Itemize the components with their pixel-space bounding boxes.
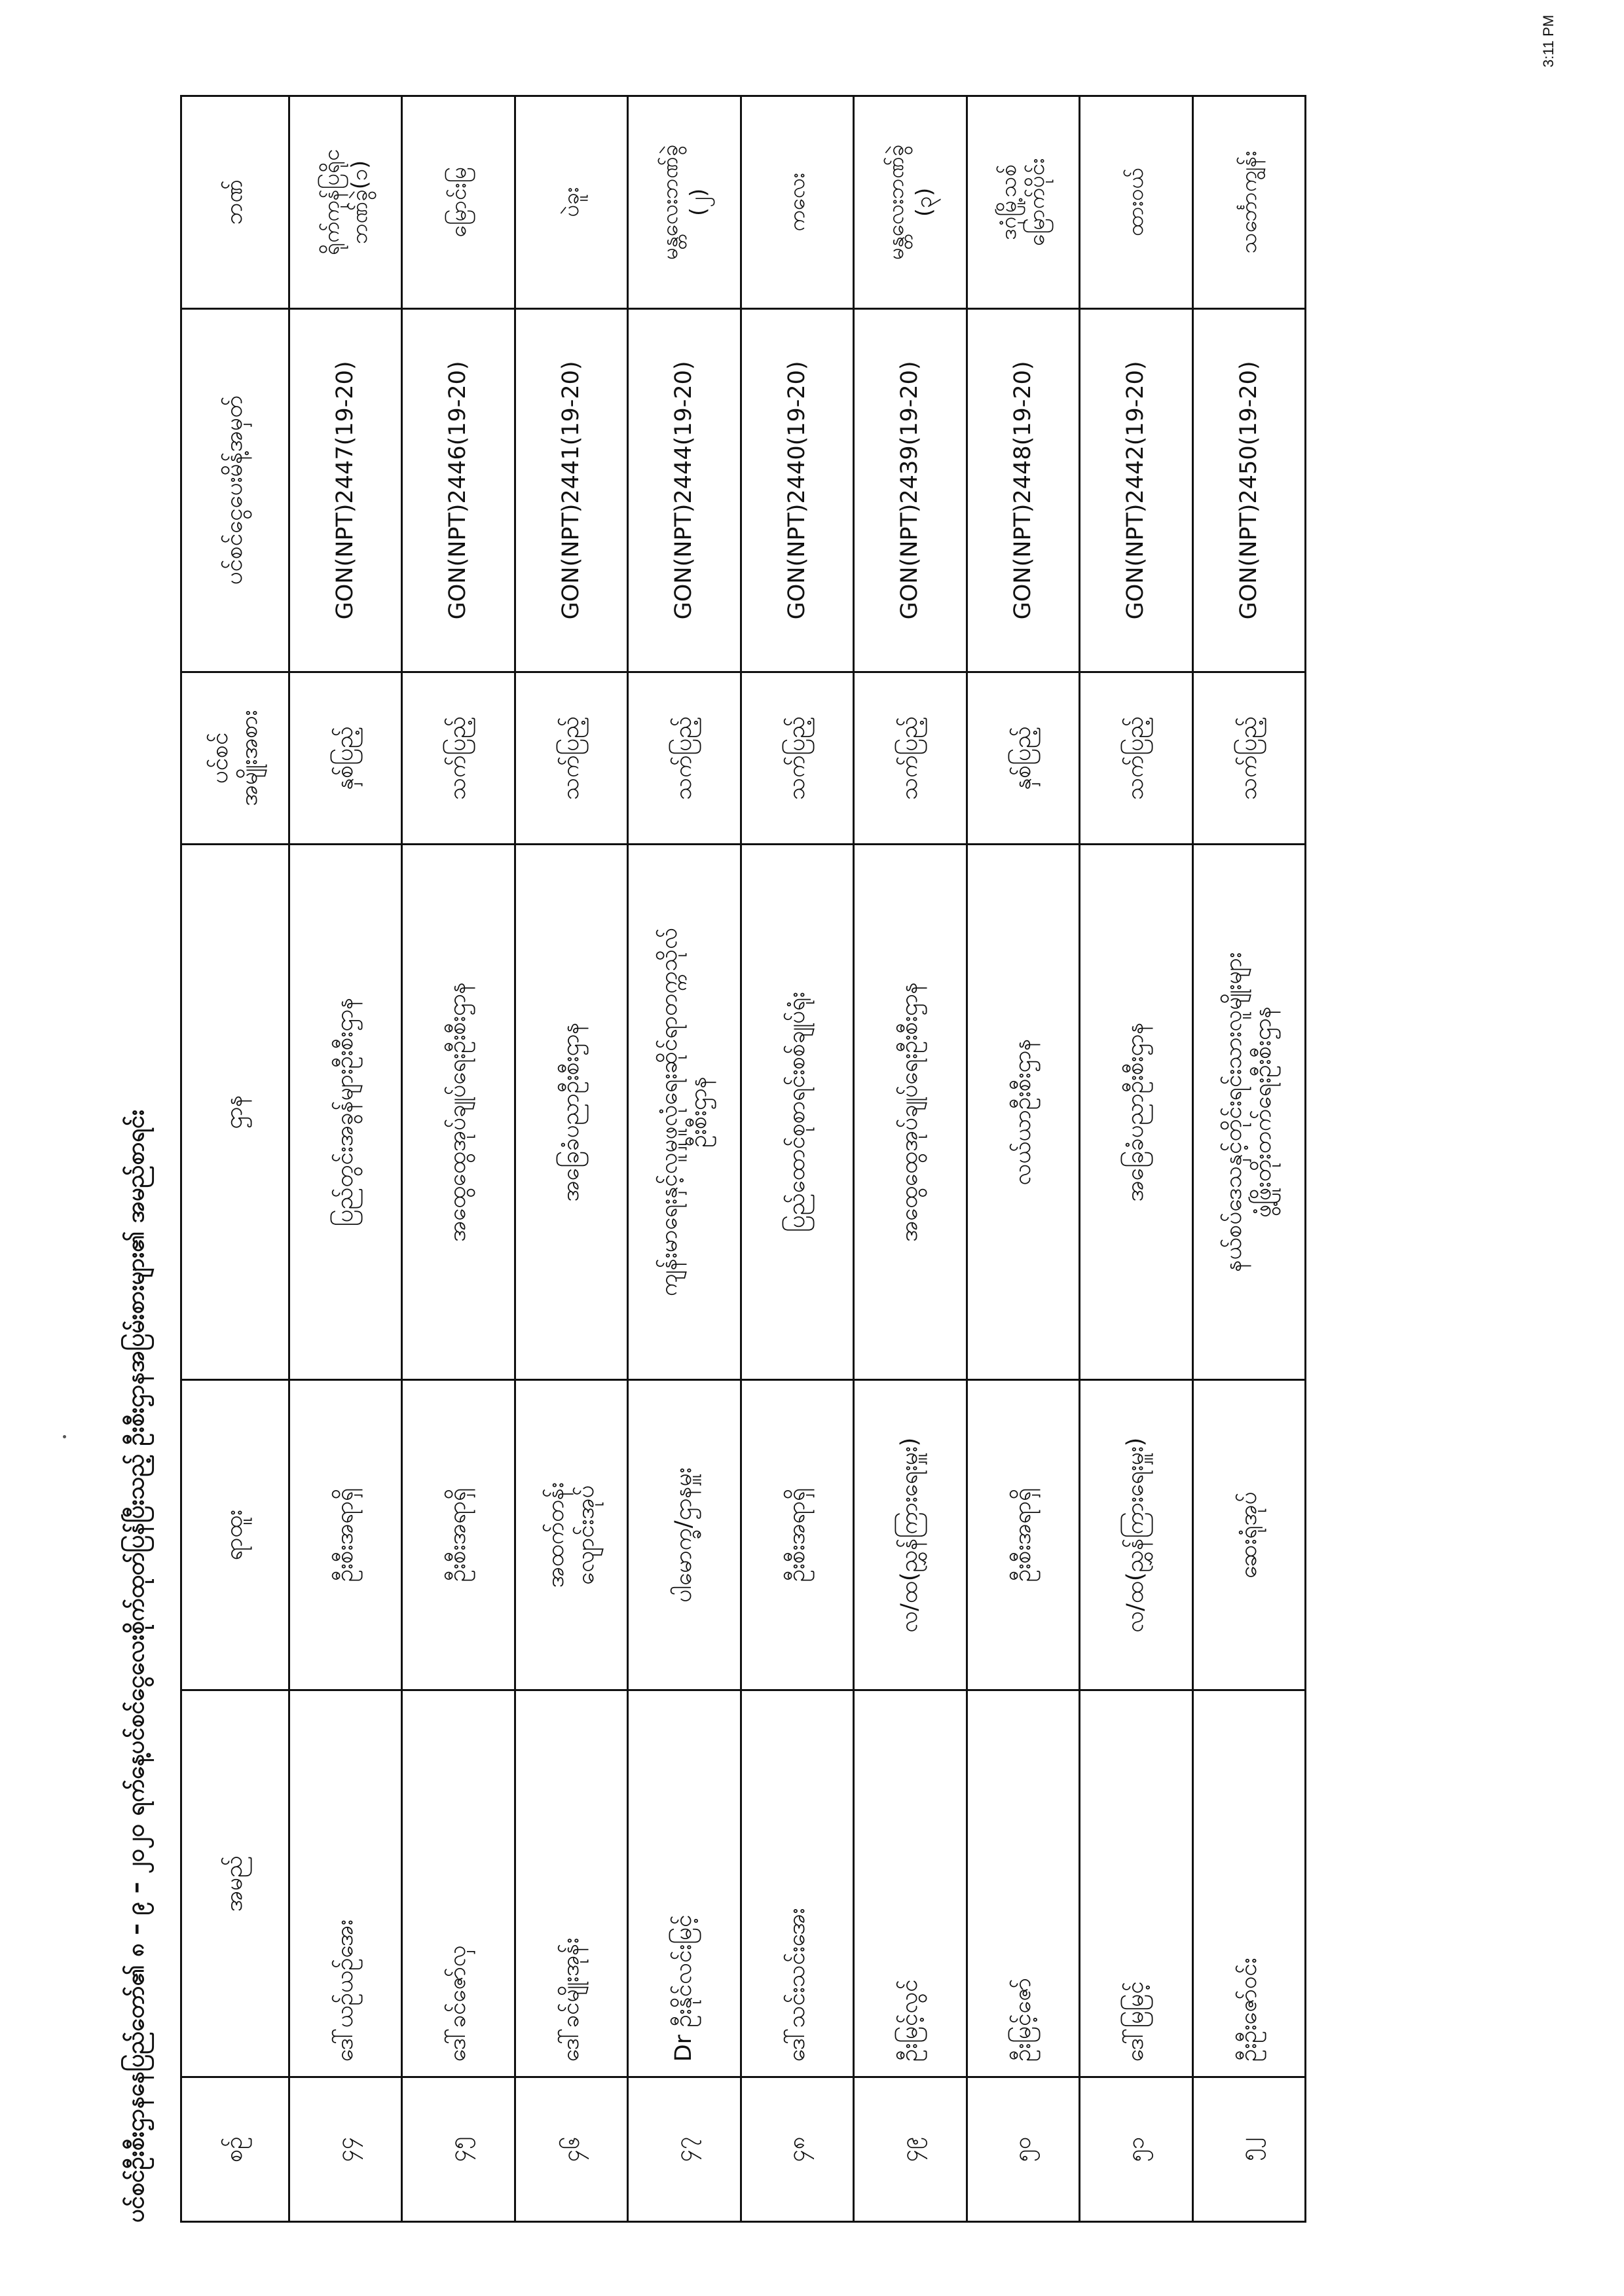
row-pension-type: သက်ပြည့် — [515, 672, 627, 844]
table-row — [289, 96, 402, 2222]
row-pension-type: သက်ပြည့် — [1192, 672, 1306, 844]
row-number: ၄၈ — [741, 2077, 853, 2222]
row-department: အထွေထွေအုပ်ချုပ်ရေးဦးစီးဌာန — [854, 844, 967, 1379]
table-row — [854, 96, 967, 2222]
row-bank: ထားဝယ် — [1080, 96, 1192, 309]
header-no: စဥ် — [181, 2077, 289, 2222]
row-department: အခြေခံပညာဦးစီးဌာန — [515, 844, 627, 1379]
timestamp: 3:11 PM — [1540, 14, 1557, 67]
rotated-document — [105, 72, 1316, 2246]
row-bank: မန္တလေးဘဏ်ခွဲ (၂) — [628, 96, 741, 309]
row-department: ပြည်ထောင်စုစာရင်းစစ်ချုပ်ရုံး — [741, 844, 853, 1379]
row-pension-type: သက်ပြည့် — [741, 672, 853, 844]
table-row — [1192, 96, 1306, 2222]
table-header-row — [181, 96, 289, 2222]
row-rank: ဆေးရုံအုပ် — [1192, 1380, 1306, 1690]
header-bank: ဘဏ် — [181, 96, 289, 309]
row-rank: ဦးစီးအရာရှိ — [741, 1380, 853, 1690]
row-order-number: GON(NPT)2439(19-20) — [854, 308, 967, 672]
scan-speck — [63, 1435, 66, 1438]
table-row — [402, 96, 515, 2222]
row-bank: သင်္ဘောကျွန်း — [1192, 96, 1306, 309]
row-name: ဒေါ်ခင်ဇော်လှ — [402, 1690, 515, 2077]
row-number: ၅၀ — [967, 2077, 1079, 2222]
header-name: အမည် — [181, 1690, 289, 2077]
row-rank: ဦးစီးအရာရှိ — [289, 1380, 402, 1690]
header-rank: ရာထူး — [181, 1380, 289, 1690]
table-body — [289, 96, 1306, 2222]
row-bank: မန္တလေးဘဏ်ခွဲ (၃) — [854, 96, 967, 309]
row-bank: ရိုက်ကုန်ပြရိုင ဘဏ်ခွဲ(၁) — [289, 96, 402, 309]
row-department: ကျန်းမာရေးနှင့်လူမှုဖူလုံရေးဆိုင်ရာတက္ကသိုလ် ဦးစီးဌာန — [628, 844, 741, 1379]
document-title: ပင်စင်ဦးစီးဌာနနေပြည်တော်၏ ၈ – ၉ – ၂၀၂၀ ရက်နေ့ပင်စင်ငွေလေးစိုက်ထုတ်ပြန်ပြီးသည့် ဦးစီးဌာနအပြမ်းစားများ၏ အမည်စာရင်း — [122, 1109, 149, 2223]
row-order-number: GON(NPT)2448(19-20) — [967, 308, 1079, 672]
row-rank: ဦးစီးအရာရှိ — [402, 1380, 515, 1690]
row-order-number: GON(NPT)2447(19-20) — [289, 308, 402, 672]
row-pension-type: သက်ပြည့် — [402, 672, 515, 844]
row-order-number: GON(NPT)2440(19-20) — [741, 308, 853, 672]
row-rank: ဦးစီးအရာရှိ — [967, 1380, 1079, 1690]
row-department: လယ်ယာဦးစီးဌာန — [967, 844, 1079, 1379]
row-number: ၅၂ — [1192, 2077, 1306, 2222]
row-bank: ဒဂုံမြို့သစ် မြောက်ပိုင်း — [967, 96, 1079, 309]
row-rank: ပါမောက္ခ/ဌာနမှူး — [628, 1380, 741, 1690]
table-row — [741, 96, 853, 2222]
row-rank: လ/ထ(ညွှန်ကြားရေးမှူး) — [854, 1380, 967, 1690]
table-row — [628, 96, 741, 2222]
pension-table — [180, 95, 1306, 2223]
row-name: ဒေါ်မြမြင့် — [1080, 1690, 1192, 2077]
row-number: ၄၄ — [289, 2077, 402, 2222]
row-order-number: GON(NPT)2444(19-20) — [628, 308, 741, 672]
header-order-number: ပင်စင်ငွေပေးမိန့်အမှတ် — [181, 308, 289, 672]
row-rank: အထက်တန်း လျောင်းအုပ် — [515, 1380, 627, 1690]
row-pension-type: သက်ပြည့် — [628, 672, 741, 844]
row-pension-type: သက်ပြည့် — [854, 672, 967, 844]
row-name: ဦးမြင့်လွင် — [854, 1690, 967, 2077]
row-department: အခြေခံပညာဦးစီးဌာန — [1080, 844, 1192, 1379]
table-row — [967, 96, 1079, 2222]
row-bank: ပဲခူး — [515, 96, 627, 309]
header-pension-type: ပင်စင် အမျိုးအစား — [181, 672, 289, 844]
row-number: ၄၆ — [515, 2077, 627, 2222]
table-row — [1080, 96, 1192, 2222]
row-number: ၅၁ — [1080, 2077, 1192, 2222]
row-department: ပြည်တွင်းအခွန်များဦးစီးဌာန — [289, 844, 402, 1379]
row-name: ဦးဦးဇော်ဝင်း — [1192, 1690, 1306, 2077]
row-number: ၄၅ — [402, 2077, 515, 2222]
row-rank: လ/ထ(ညွှန်ကြားရေးမှူး) — [1080, 1380, 1192, 1690]
header-department: ဌာန — [181, 844, 289, 1379]
row-number: ၄၇ — [628, 2077, 741, 2222]
row-pension-type: နှစ်ပြည့် — [289, 672, 402, 844]
row-order-number: GON(NPT)2442(19-20) — [1080, 308, 1192, 672]
row-order-number: GON(NPT)2446(19-20) — [402, 308, 515, 672]
row-number: ၄၉ — [854, 2077, 967, 2222]
row-department: အထွေထွေအုပ်ချုပ်ရေးဦးစီးဌာန — [402, 844, 515, 1379]
row-order-number: GON(NPT)2450(19-20) — [1192, 308, 1306, 672]
row-bank: မြောင်းမြ — [402, 96, 515, 309]
row-pension-type: သက်ပြည့် — [1080, 672, 1192, 844]
row-pension-type: နှစ်ပြည့် — [967, 672, 1079, 844]
row-name: ဦးမြင့်ဇော် — [967, 1690, 1079, 2077]
table-row — [515, 96, 627, 2222]
row-bank: ကလေး — [741, 96, 853, 309]
row-department: နယ်စပ်ဒေသနှင့်တိုင်းရင်းသားလူမျိုးများ ဖွံ့ဖြိုးတိုးတက်ရေးဦးစီးဌာန — [1192, 844, 1306, 1379]
row-name: Dr ဦးနိုင်လင်းမြင့် — [628, 1690, 741, 2077]
row-name: ဒေါ်ခင်မျိုးအုန်း — [515, 1690, 627, 2077]
row-name: ဒေါ်ယဉ်ယဉ်အေး — [289, 1690, 402, 2077]
row-name: ဒေါ်သင်းသင်းအေး — [741, 1690, 853, 2077]
row-order-number: GON(NPT)2441(19-20) — [515, 308, 627, 672]
